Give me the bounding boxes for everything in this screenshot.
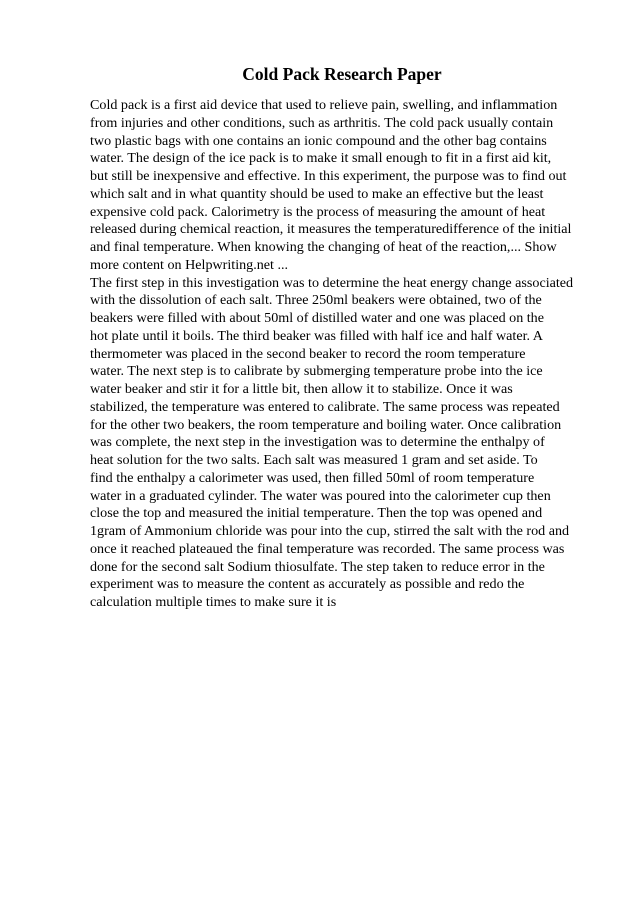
text-line: water in a graduated cylinder. The water was poured into the calorimeter cup then xyxy=(90,487,551,504)
text-line: which salt and in what quantity should be used to make an effective but the least xyxy=(90,185,544,202)
text-line: water beaker and stir it for a little bit, then allow it to stabilize. Once it was xyxy=(90,381,513,397)
page-title: Cold Pack Research Paper xyxy=(242,64,442,84)
text-line: close the top and measured the initial temperature. Then the top was opened and xyxy=(90,505,543,522)
text-line: for the other two beakers, the room temperature and boiling water. Once calibration xyxy=(90,416,562,433)
text-line: stabilized, the temperature was entered to calibrate. The same process was repeated xyxy=(90,398,560,415)
text-line: find the enthalpy a calorimeter was used, then filled 50ml of room temperature xyxy=(90,469,535,486)
text-line: calculation multiple times to make sure it is xyxy=(90,594,337,610)
text-line: 1gram of Ammonium chloride was pour into the cup, stirred the salt with the rod and xyxy=(90,523,570,539)
text-line: with the dissolution of each salt. Three 250ml beakers were obtained, two of the xyxy=(90,292,542,309)
text-line: water. The next step is to calibrate by submerging temperature probe into the ice xyxy=(90,363,543,380)
text-line: more content on Helpwriting.net ... xyxy=(90,256,289,273)
body-text xyxy=(90,97,595,612)
text-line: Cold pack is a first aid device that used to relieve pain, swelling, and inflammation xyxy=(90,97,558,113)
text-line: hot plate until it boils. The third beaker was filled with half ice and half water. A xyxy=(90,327,543,344)
text-line: water. The design of the ice pack is to make it small enough to fit in a first aid kit, xyxy=(90,150,552,167)
text-line: but still be inexpensive and effective. In this experiment, the purpose was to find out xyxy=(90,168,567,184)
text-line: expensive cold pack. Calorimetry is the process of measuring the amount of heat xyxy=(90,203,546,220)
text-line: once it reached plateaued the final temperature was recorded. The same process was xyxy=(90,540,565,557)
text-line: and final temperature. When knowing the changing of heat of the reaction,... Show xyxy=(90,239,557,255)
text-line: beakers were filled with about 50ml of distilled water and one was placed on the xyxy=(90,310,544,326)
text-line: experiment was to measure the content as accurately as possible and redo the xyxy=(90,576,525,593)
text-line: released during chemical reaction, it measures the temperaturedifference of the initial xyxy=(90,221,572,238)
text-line: from injuries and other conditions, such as arthritis. The cold pack usually contain xyxy=(90,114,554,131)
text-line: done for the second salt Sodium thiosulfate. The step taken to reduce error in the xyxy=(90,558,545,575)
text-line: two plastic bags with one contains an ionic compound and the other bag contains xyxy=(90,132,547,149)
text-line: heat solution for the two salts. Each salt was measured 1 gram and set aside. To xyxy=(90,452,538,468)
text-line: thermometer was placed in the second beaker to record the room temperature xyxy=(90,345,526,362)
text-line: The first step in this investigation was to determine the heat energy change associated xyxy=(90,274,574,291)
text-line: was complete, the next step in the investigation was to determine the enthalpy of xyxy=(90,434,545,451)
